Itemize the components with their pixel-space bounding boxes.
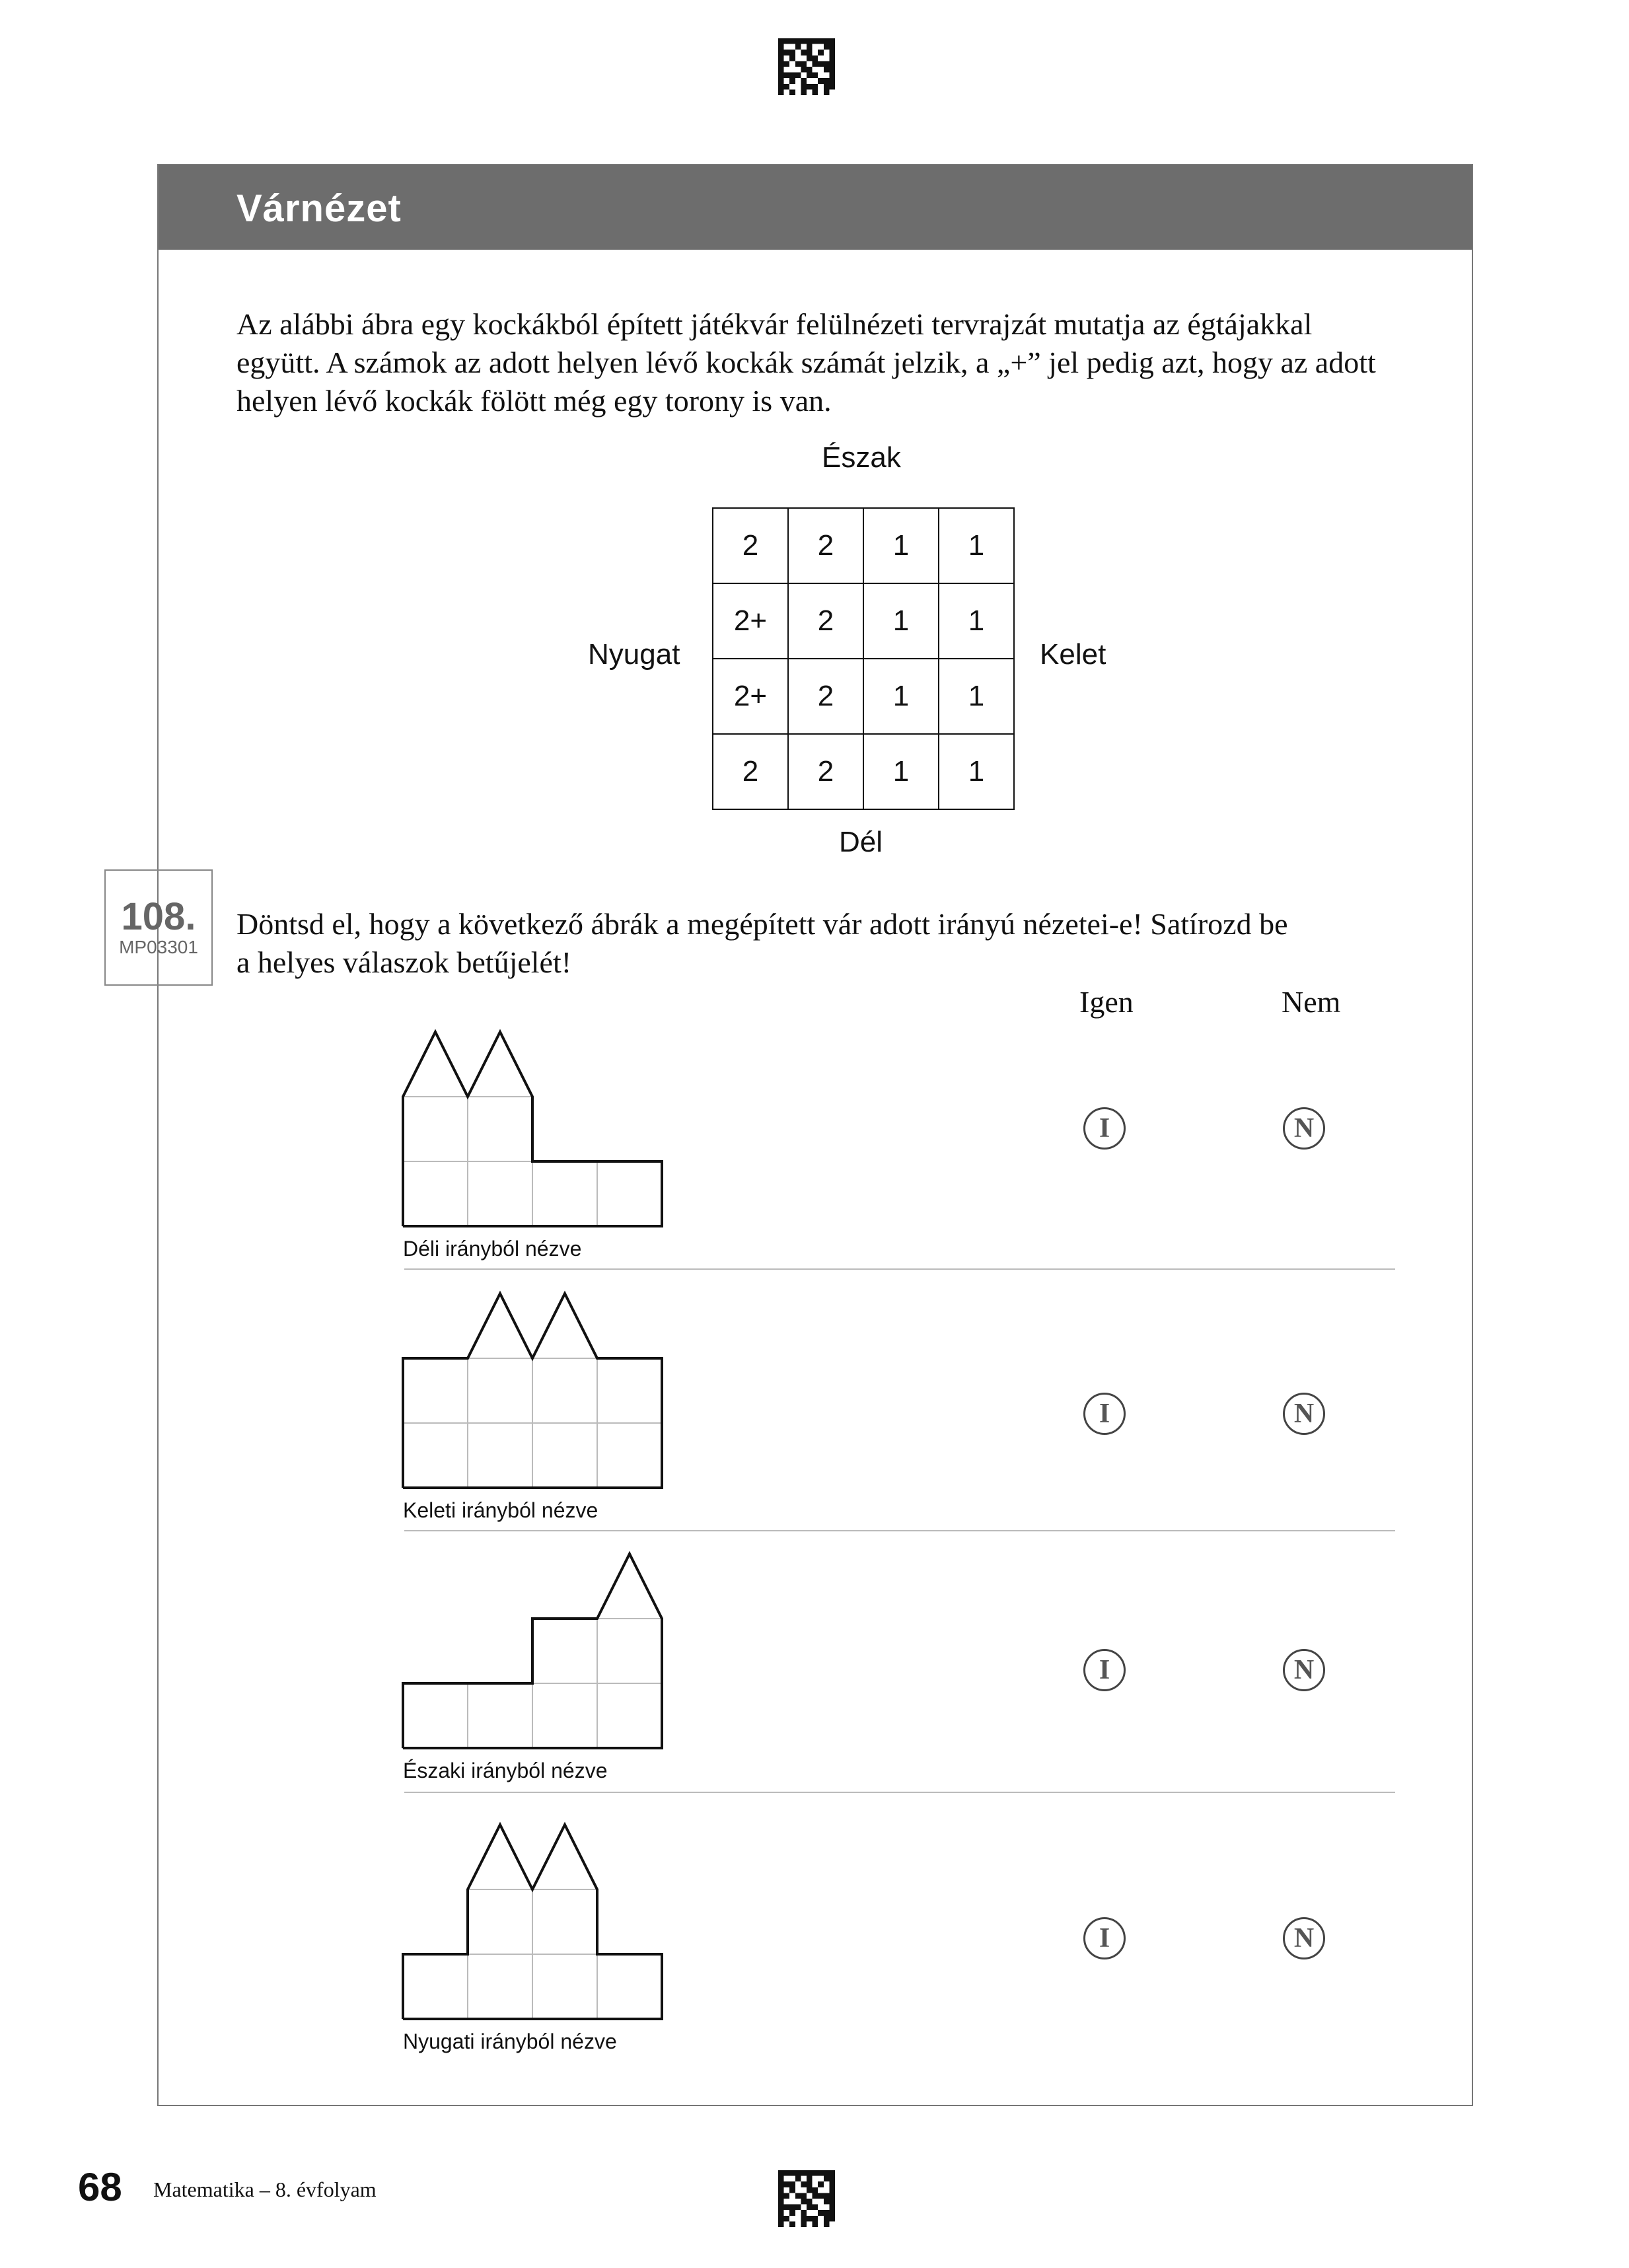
- answer-yes-option[interactable]: I: [1083, 1649, 1126, 1691]
- plan-grid-cell: 1: [863, 583, 939, 659]
- view-cube-cell: [468, 1161, 532, 1226]
- view-cube-cell: [403, 1358, 468, 1423]
- view-cube-cell: [532, 1161, 597, 1226]
- plan-grid-cell: 2: [788, 583, 863, 659]
- plan-grid-cell: 2: [713, 508, 788, 583]
- view-cube-cell: [532, 1683, 597, 1748]
- plan-grid-cell: 2: [788, 734, 863, 809]
- page-number: 68: [78, 2165, 122, 2209]
- plan-grid-cell: 1: [939, 734, 1014, 809]
- row-separator: [404, 1530, 1395, 1531]
- view-cube-cell: [403, 1423, 468, 1488]
- compass-south: Dél: [839, 826, 883, 858]
- plan-grid-cell: 2+: [713, 659, 788, 734]
- view-label: Keleti irányból nézve: [403, 1498, 598, 1522]
- view-cube-cell: [403, 1097, 468, 1161]
- view-cube-cell: [597, 1619, 662, 1683]
- view-cube-cell: [532, 1619, 597, 1683]
- column-header-yes: Igen: [1079, 985, 1134, 1019]
- view-cube-cell: [532, 1423, 597, 1488]
- plan-grid-cell: 1: [863, 508, 939, 583]
- plan-grid-cell: 2: [788, 659, 863, 734]
- answer-no-option[interactable]: N: [1283, 1107, 1325, 1150]
- view-cube-cell: [403, 1683, 468, 1748]
- view-label: Nyugati irányból nézve: [403, 2030, 617, 2053]
- footer-text: Matematika – 8. évfolyam: [153, 2177, 377, 2201]
- answer-yes-option[interactable]: I: [1083, 1917, 1126, 1959]
- task-title: Várnézet: [236, 187, 402, 230]
- view-cube-cell: [468, 1683, 532, 1748]
- view-cube-cell: [597, 1954, 662, 2019]
- view-cube-cell: [468, 1423, 532, 1488]
- intro-line: Az alábbi ábra egy kockákból épített játékvár felülnézeti tervrajzát mutatja az égtájakkal: [236, 307, 1313, 341]
- question-code: MP03301: [119, 937, 198, 957]
- compass-north: Észak: [822, 441, 901, 474]
- instruction-line: a helyes válaszok betűjelét!: [236, 945, 572, 979]
- plan-grid-cell: 1: [939, 508, 1014, 583]
- view-cube-cell: [468, 1358, 532, 1423]
- view-cube-cell: [597, 1358, 662, 1423]
- plan-grid-cell: 1: [863, 734, 939, 809]
- view-cube-cell: [403, 1954, 468, 2019]
- answer-no-option[interactable]: N: [1283, 1917, 1325, 1959]
- answer-no-option[interactable]: N: [1283, 1649, 1325, 1691]
- plan-grid-cell: 1: [939, 583, 1014, 659]
- compass-west: Nyugat: [588, 638, 680, 671]
- plan-grid-cell: 2: [713, 734, 788, 809]
- view-cube-cell: [532, 1358, 597, 1423]
- answer-no-option[interactable]: N: [1283, 1393, 1325, 1435]
- view-cube-cell: [597, 1423, 662, 1488]
- view-cube-cell: [403, 1161, 468, 1226]
- intro-line: együtt. A számok az adott helyen lévő kockák számát jelzik, a „+” jel pedig azt, hogy az adott: [236, 346, 1376, 379]
- view-cube-cell: [468, 1954, 532, 2019]
- plan-grid-cell: 2: [788, 508, 863, 583]
- plan-grid-cell: 1: [939, 659, 1014, 734]
- plan-grid-cell: 1: [863, 659, 939, 734]
- view-label: Északi irányból nézve: [403, 1759, 608, 1782]
- view-cube-cell: [532, 1889, 597, 1954]
- view-cube-cell: [532, 1954, 597, 2019]
- question-number: 108.: [121, 895, 196, 938]
- answer-yes-option[interactable]: I: [1083, 1393, 1126, 1435]
- row-separator: [404, 1792, 1395, 1793]
- view-cube-cell: [597, 1161, 662, 1226]
- row-separator: [404, 1268, 1395, 1270]
- compass-east: Kelet: [1040, 638, 1106, 671]
- view-label: Déli irányból nézve: [403, 1237, 582, 1261]
- plan-grid-cell: 2+: [713, 583, 788, 659]
- view-cube-cell: [597, 1683, 662, 1748]
- answer-yes-option[interactable]: I: [1083, 1107, 1126, 1150]
- intro-line: helyen lévő kockák fölött még egy torony is van.: [236, 384, 832, 418]
- column-header-no: Nem: [1282, 985, 1341, 1019]
- instruction-line: Döntsd el, hogy a következő ábrák a megépített vár adott irányú nézetei-e! Satírozd be: [236, 907, 1288, 941]
- view-cube-cell: [468, 1889, 532, 1954]
- view-cube-cell: [468, 1097, 532, 1161]
